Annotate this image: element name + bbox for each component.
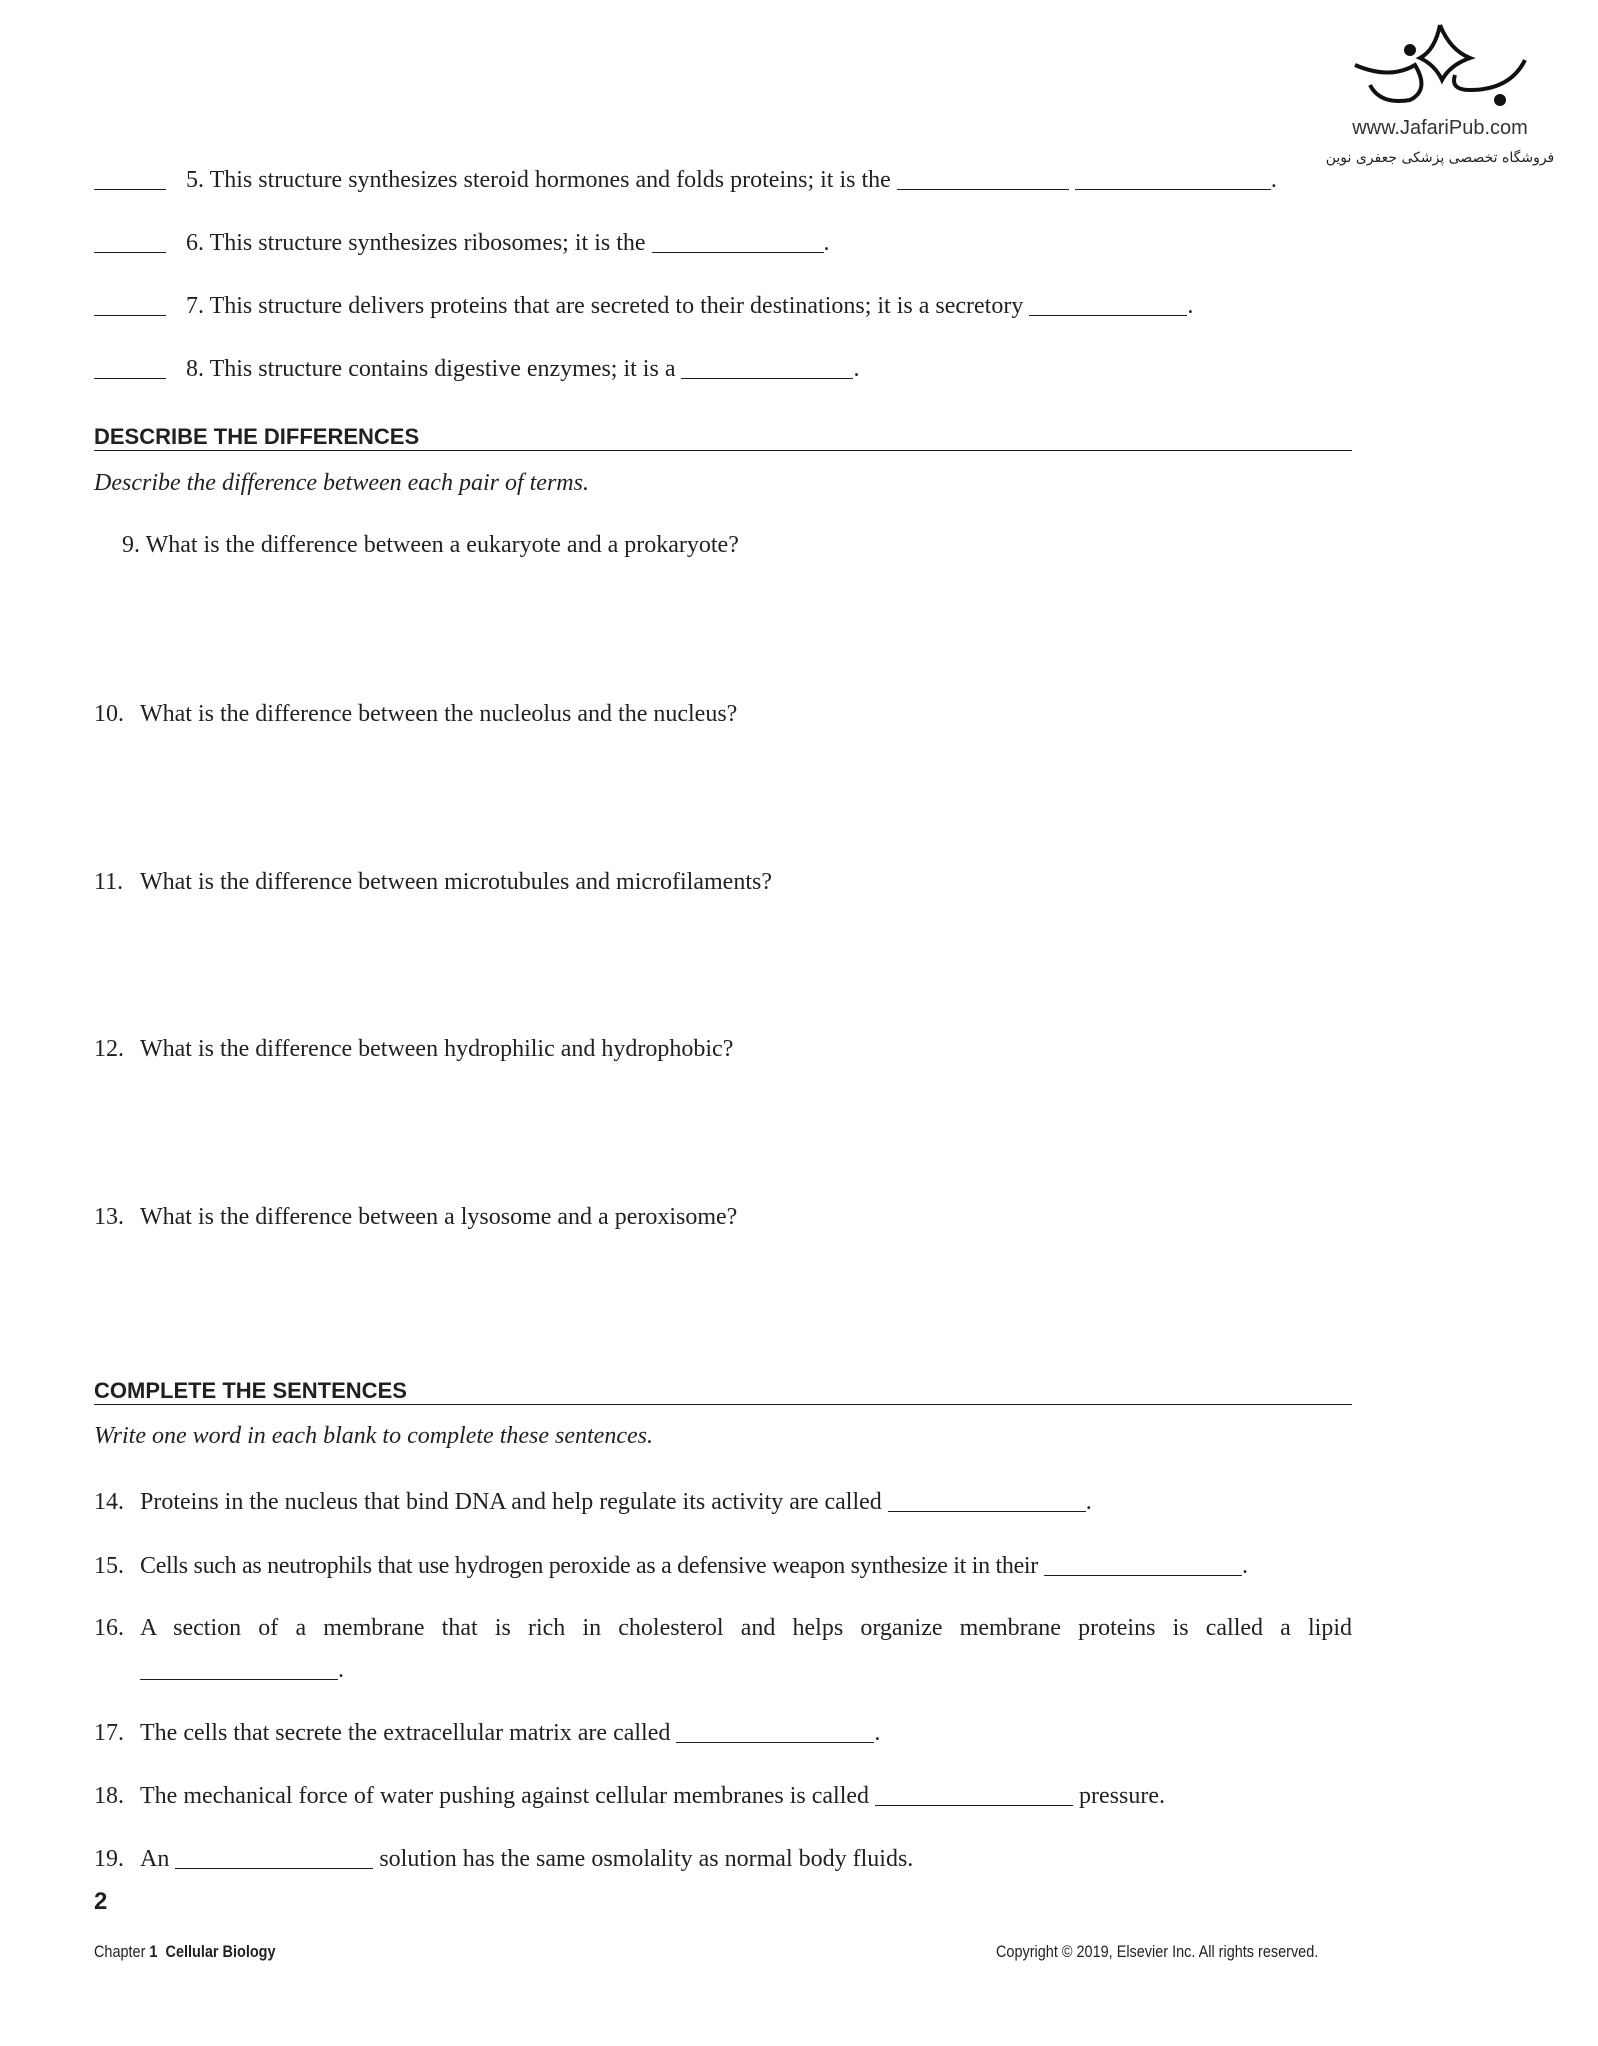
publisher-logo <box>1300 20 1580 166</box>
copyright: Copyright © 2019, Elsevier Inc. All rights reserved. <box>996 1942 1319 1961</box>
sentence-item <box>94 1607 1352 1691</box>
item-number: 19. <box>94 1846 124 1872</box>
matching-item <box>94 165 1277 194</box>
answer-blank[interactable] <box>1029 291 1187 316</box>
item-number: 7. <box>186 293 204 319</box>
chapter-label <box>94 1942 276 1962</box>
question-number: 12. <box>94 1036 124 1062</box>
question-number: 10. <box>94 701 124 727</box>
item-text: An <box>140 1846 170 1872</box>
item-punct: . <box>338 1657 344 1683</box>
question <box>94 1204 737 1231</box>
sentence-item <box>94 1551 1248 1580</box>
answer-blank[interactable] <box>681 354 853 379</box>
item-number: 6. <box>186 230 204 256</box>
item-text: This structure synthesizes steroid hormones and folds proteins; it is the <box>209 167 891 193</box>
section-instruction: Write one word in each blank to complete these sentences. <box>94 1423 653 1449</box>
question-text: What is the difference between hydrophilic and hydrophobic? <box>140 1036 734 1062</box>
item-text: The cells that secrete the extracellular matrix are called <box>140 1720 671 1746</box>
calligraphy-logo-icon <box>1350 20 1530 110</box>
answer-blank[interactable] <box>175 1844 373 1869</box>
question-text: What is the difference between a lysosome and a peroxisome? <box>140 1204 738 1230</box>
sentence-item <box>94 1718 880 1747</box>
item-punct: . <box>874 1720 881 1746</box>
question <box>94 701 737 728</box>
question <box>94 532 739 559</box>
answer-blank[interactable] <box>888 1487 1086 1512</box>
matching-item <box>94 228 830 257</box>
matching-item <box>94 354 859 383</box>
item-text: This structure contains digestive enzymes; it is a <box>209 356 676 382</box>
question-text: What is the difference between microtubules and microfilaments? <box>140 869 772 895</box>
item-punct: . <box>1187 293 1194 319</box>
answer-blank[interactable] <box>94 165 166 190</box>
item-punct: . <box>1270 167 1277 193</box>
answer-blank[interactable] <box>94 354 166 379</box>
sentence-item <box>94 1487 1092 1516</box>
section-heading: COMPLETE THE SENTENCES <box>94 1378 1352 1405</box>
answer-blank[interactable] <box>1044 1551 1242 1576</box>
question-text: What is the difference between the nucleolus and the nucleus? <box>140 701 738 727</box>
item-text: The mechanical force of water pushing against cellular membranes is called <box>140 1783 870 1809</box>
item-number: 18. <box>94 1783 124 1809</box>
item-number: 15. <box>94 1553 124 1579</box>
item-number: 14. <box>94 1489 124 1515</box>
question-number: 9. <box>122 532 140 558</box>
item-text: Proteins in the nucleus that bind DNA and help regulate its activity are called <box>140 1489 882 1515</box>
item-number: 8. <box>186 356 204 382</box>
chapter-word: Chapter <box>94 1942 146 1961</box>
section-instruction: Describe the difference between each pair of terms. <box>94 470 589 496</box>
answer-blank[interactable] <box>875 1781 1073 1806</box>
logo-url: www.JafariPub.com <box>1352 117 1528 139</box>
answer-blank[interactable] <box>94 291 166 316</box>
answer-blank[interactable] <box>897 165 1069 190</box>
page-number: 2 <box>94 1888 108 1915</box>
item-punct: . <box>823 230 830 256</box>
question <box>94 1036 733 1063</box>
item-punct: . <box>1085 1489 1092 1515</box>
question-text: What is the difference between a eukaryote and a prokaryote? <box>145 532 739 558</box>
answer-blank[interactable] <box>652 228 824 253</box>
question <box>94 869 772 896</box>
item-number: 5. <box>186 167 204 193</box>
answer-blank[interactable] <box>1075 165 1271 190</box>
answer-blank[interactable] <box>676 1718 874 1743</box>
item-number: 17. <box>94 1720 124 1746</box>
question-number: 11. <box>94 869 124 895</box>
matching-item <box>94 291 1193 320</box>
sentence-item <box>94 1844 913 1873</box>
item-punct: . <box>1242 1553 1248 1579</box>
item-text: This structure synthesizes ribosomes; it is the <box>209 230 646 256</box>
chapter-title: Cellular Biology <box>165 1942 276 1961</box>
logo-subtitle: فروشگاه تخصصی پزشکی جعفری نوین <box>1325 150 1555 166</box>
item-text: This structure delivers proteins that are secreted to their destinations; it is a secretory <box>209 293 1024 319</box>
section-heading: DESCRIBE THE DIFFERENCES <box>94 424 1352 451</box>
question-number: 13. <box>94 1204 124 1230</box>
item-text: Cells such as neutrophils that use hydrogen peroxide as a defensive weapon synthesize it in their <box>140 1553 1038 1579</box>
item-number: 16. <box>94 1615 124 1641</box>
sentence-item <box>94 1781 1165 1810</box>
item-text: A section of a membrane that is rich in cholesterol and helps organize membrane proteins is called a lipid <box>140 1615 1352 1641</box>
chapter-number: 1 <box>149 1942 158 1961</box>
item-text-after: solution has the same osmolality as normal body fluids. <box>379 1846 914 1872</box>
answer-blank[interactable] <box>94 228 166 253</box>
item-text-after: pressure. <box>1079 1783 1165 1809</box>
item-punct: . <box>853 356 860 382</box>
answer-blank[interactable] <box>140 1655 338 1680</box>
